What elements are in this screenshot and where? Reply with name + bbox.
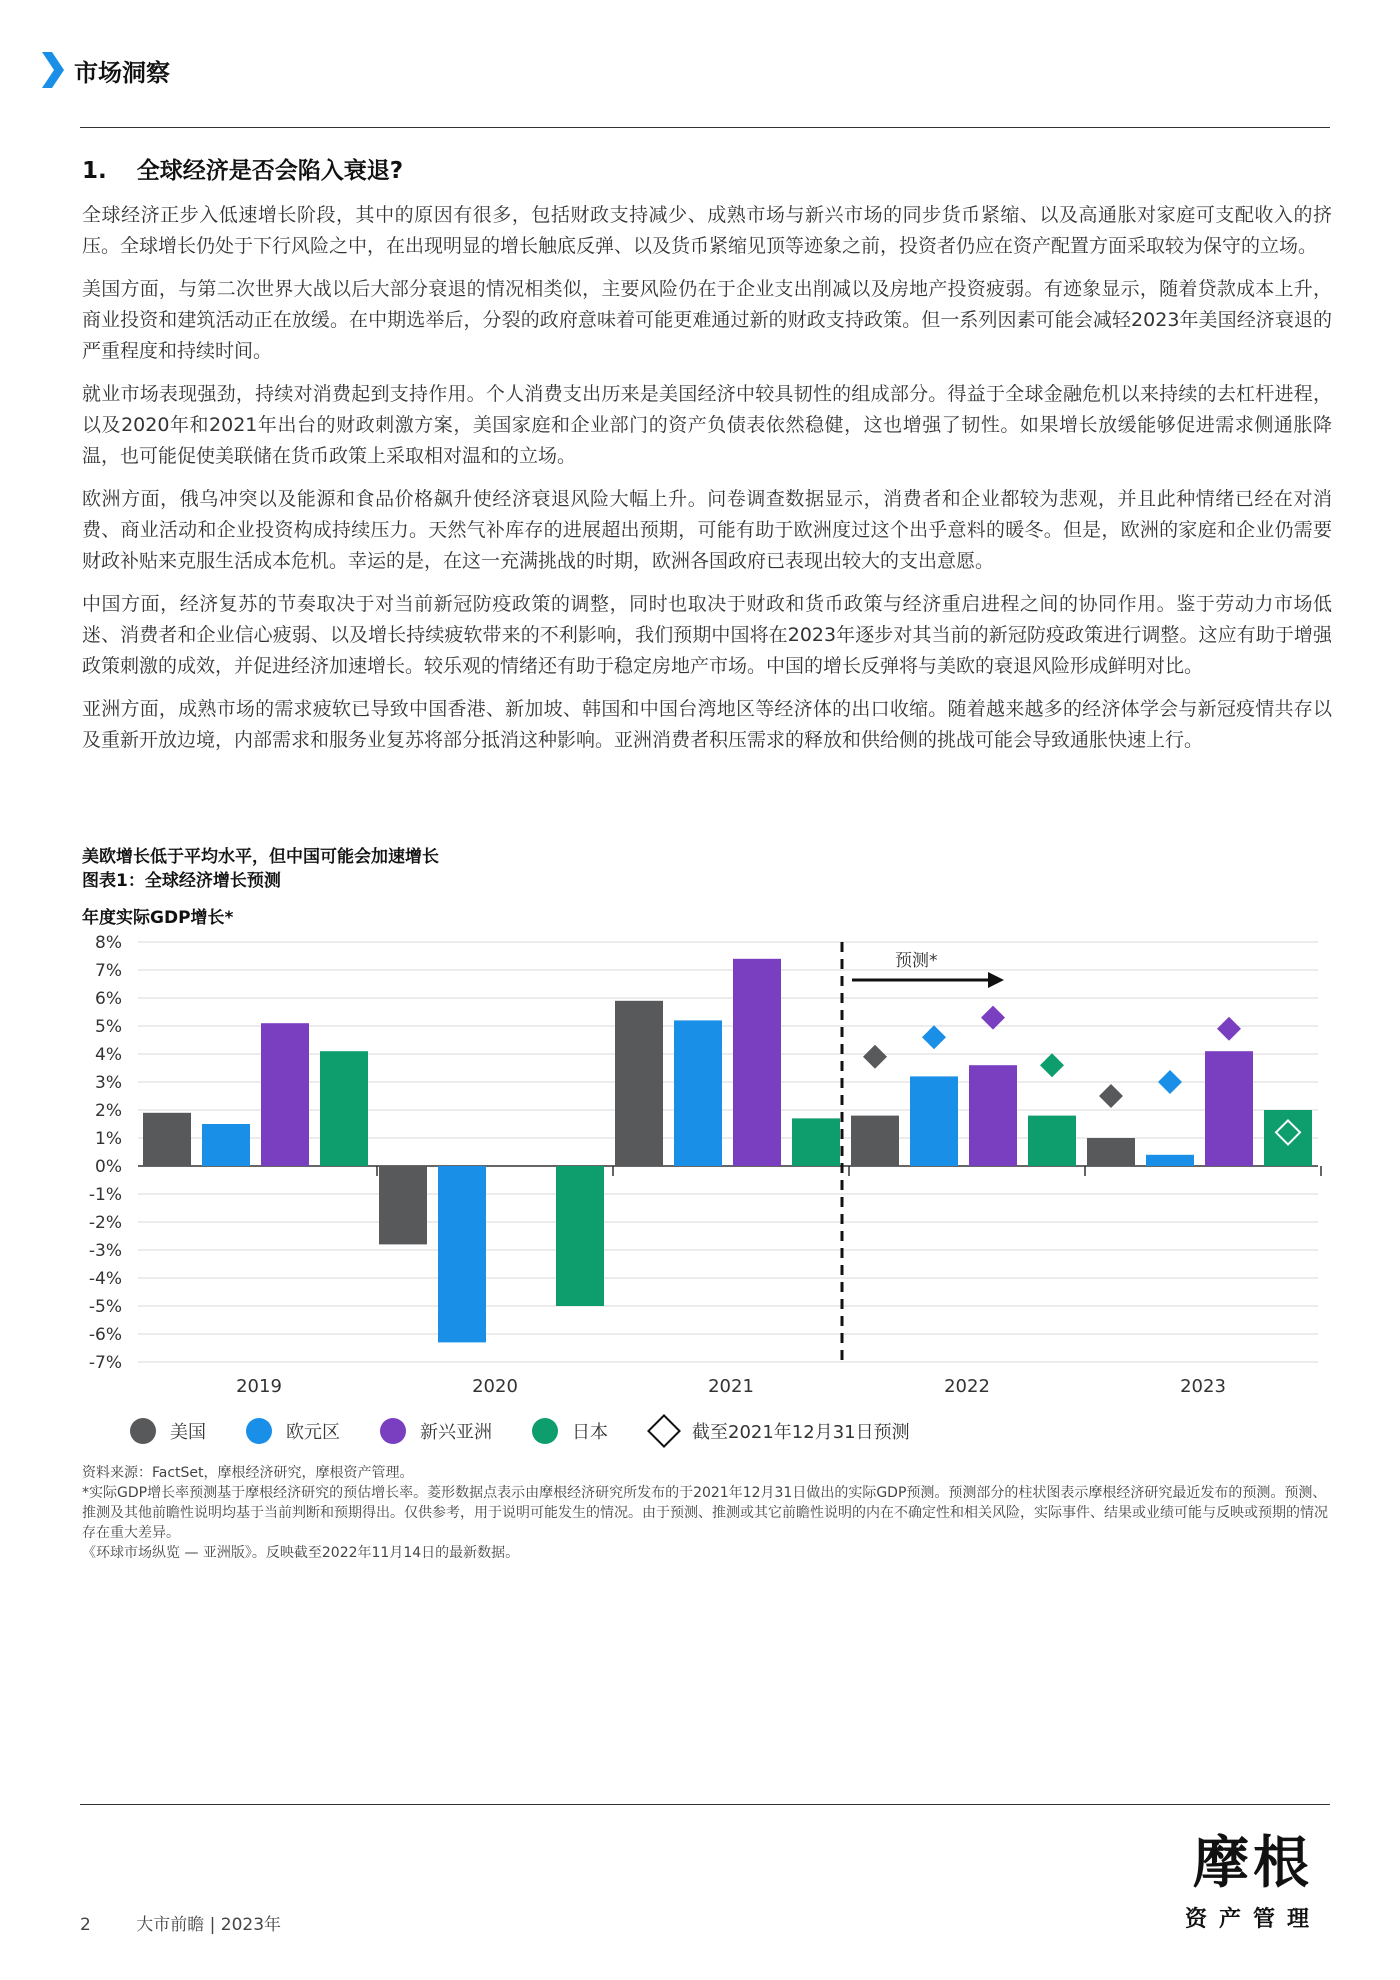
forecast-diamond-美国-2022 [863,1045,887,1069]
y-tick-label: -7% [88,1353,122,1373]
paragraph: 中国方面，经济复苏的节奏取决于对当前新冠防疫政策的调整，同时也取决于财政和货币政策与经济重启进程之间的协同作用。鉴于劳动力市场低迷、消费者和企业信心疲弱、以及增长持续疲软带来的不利影响，我们预期中国将在2023年逐步对其当前的新冠防疫政策进行调整。这应有助于增强政策刺激的成效，并促进经济加速增长。较乐观的情绪还有助于稳定房地产市场。中国的增长反弹将与美欧的衰退风险形成鲜明对比。 [82,593,1332,677]
forecast-diamond-美国-2023 [1099,1084,1123,1108]
y-tick-label: 4% [95,1045,122,1065]
forecast-diamond-新兴亚洲-2023 [1217,1017,1241,1041]
legend-item [246,1418,340,1444]
page-footer [80,1910,281,1935]
chevron-right-icon [42,52,64,88]
legend-label: 截至2021年12月31日预测 [692,1422,910,1443]
bar-欧元区-2023 [1146,1155,1194,1166]
bar-新兴亚洲-2022 [969,1065,1017,1166]
diamond-icon [647,1414,681,1448]
chart-legend [130,1418,950,1444]
chart-title: 美欧增长低于平均水平，但中国可能会加速增长 [82,847,439,867]
bar-美国-2022 [851,1116,899,1166]
legend-swatch [380,1418,406,1444]
y-tick-label: 3% [95,1073,122,1093]
bar-欧元区-2020 [438,1166,486,1342]
y-tick-label: -1% [88,1185,122,1205]
bar-美国-2019 [143,1113,191,1166]
chart-ylabel: 年度实际GDP增长* [82,908,234,928]
legend-label: 新兴亚洲 [420,1422,492,1443]
legend-label: 欧元区 [286,1422,340,1443]
bar-美国-2020 [379,1166,427,1244]
y-tick-label: -2% [88,1213,122,1233]
heading-number: 1. [82,158,107,184]
y-tick-label: 0% [95,1157,122,1177]
section-title: 市场洞察 [74,58,170,87]
paragraph: 欧洲方面，俄乌冲突以及能源和食品价格飙升使经济衰退风险大幅上升。问卷调查数据显示，消费者和企业都较为悲观，并且此种情绪已经在对消费、商业活动和企业投资构成持续压力。天然气补库存的进展超出预期，可能有助于欧洲度过这个出乎意料的暖冬。但是，欧洲的家庭和企业仍需要财政补贴来克服生活成本危机。幸运的是，在这一充满挑战的时期，欧洲各国政府已表现出较大的支出意愿。 [82,488,1332,572]
legend-swatch [532,1418,558,1444]
paragraph: 亚洲方面，成熟市场的需求疲软已导致中国香港、新加坡、韩国和中国台湾地区等经济体的出口收缩。随着越来越多的经济体学会与新冠疫情共存以及重新开放边境，内部需求和服务业复苏将部分抵消这种影响。亚洲消费者积压需求的释放和供给侧的挑战可能会导致通胀快速上行。 [82,698,1332,751]
bar-欧元区-2021 [674,1020,722,1166]
bar-欧元区-2022 [910,1076,958,1166]
legend-item [648,1418,910,1444]
y-tick-label: 2% [95,1101,122,1121]
y-tick-label: -3% [88,1241,122,1261]
bottom-divider [80,1804,1330,1805]
x-tick-label: 2022 [944,1376,990,1397]
y-tick-label: 8% [95,933,122,953]
article-body [82,200,1332,768]
legend-item [130,1418,206,1444]
publication-name: 大市前瞻 | 2023年 [136,1915,282,1935]
paragraph: 美国方面，与第二次世界大战以后大部分衰退的情况相类似，主要风险仍在于企业支出削减以及房地产投资疲弱。有迹象显示，随着贷款成本上升，商业投资和建筑活动正在放缓。在中期选举后，分裂的政府意味着可能更难通过新的财政支持政策。但一系列因素可能会减轻2023年美国经济衰退的严重程度和持续时间。 [82,278,1332,362]
chart-notes [82,1463,1332,1563]
bar-日本-2019 [320,1051,368,1166]
bar-美国-2021 [615,1001,663,1166]
forecast-diamond-日本-2022 [1040,1053,1064,1077]
logo-main-text: 摩根 [1193,1830,1313,1896]
y-tick-label: 6% [95,989,122,1009]
bar-欧元区-2019 [202,1124,250,1166]
y-tick-label: -5% [88,1297,122,1317]
page-header [42,50,170,90]
x-tick-label: 2021 [708,1376,754,1397]
legend-label: 日本 [572,1422,608,1443]
bar-新兴亚洲-2021 [733,959,781,1166]
bar-新兴亚洲-2023 [1205,1051,1253,1166]
gdp-growth-chart [0,930,1340,1400]
bar-日本-2023 [1264,1110,1312,1166]
x-tick-label: 2019 [236,1376,282,1397]
bar-日本-2021 [792,1118,840,1166]
page-number: 2 [80,1915,91,1935]
legend-swatch [130,1418,156,1444]
legend-label: 美国 [170,1422,206,1443]
y-tick-label: -6% [88,1325,122,1345]
heading-text: 全球经济是否会陷入衰退? [136,158,404,184]
chart-subtitle: 图表1：全球经济增长预测 [82,871,281,891]
note-disclaimer: *实际GDP增长率预测基于摩根经济研究的预估增长率。菱形数据点表示由摩根经济研究所发布的于2021年12月31日做出的实际GDP预测。预测部分的柱状图表示摩根经济研究最近发布的预测。预测、推测及其他前瞻性说明均基于当前判断和预期得出。仅供参考，用于说明可能发生的情况。由于预测、推测或其它前瞻性说明的内在不确定性和相关风险，实际事件、结果或业绩可能与反映或预期的情况存在重大差异。 [82,1485,1328,1541]
brand-logo [1178,1830,1328,1933]
forecast-arrowhead [988,972,1004,988]
note-source: 资料来源：FactSet，摩根经济研究，摩根资产管理。 [82,1465,414,1481]
forecast-diamond-欧元区-2022 [922,1025,946,1049]
legend-item [532,1418,608,1444]
forecast-label: 预测* [895,951,938,971]
bar-日本-2020 [556,1166,604,1306]
forecast-diamond-欧元区-2023 [1158,1070,1182,1094]
logo-sub-text: 资产管理 [1184,1907,1321,1932]
bar-日本-2022 [1028,1116,1076,1166]
paragraph: 就业市场表现强劲，持续对消费起到支持作用。个人消费支出历来是美国经济中较具韧性的组成部分。得益于全球金融危机以来持续的去杠杆进程，以及2020年和2021年出台的财政刺激方案，美国家庭和企业部门的资产负债表依然稳健，这也增强了韧性。如果增长放缓能够促进需求侧通胀降温，也可能促使美联储在货币政策上采取相对温和的立场。 [82,383,1332,467]
legend-item [380,1418,492,1444]
x-tick-label: 2023 [1180,1376,1226,1397]
top-divider [80,127,1330,128]
article-heading [82,152,403,185]
y-tick-label: 5% [95,1017,122,1037]
legend-swatch [246,1418,272,1444]
bar-美国-2023 [1087,1138,1135,1166]
chart-header [82,845,1332,928]
y-tick-label: -4% [88,1269,122,1289]
bar-新兴亚洲-2019 [261,1023,309,1166]
y-tick-label: 1% [95,1129,122,1149]
x-tick-label: 2020 [472,1376,518,1397]
note-reference: 《环球市场纵览 — 亚洲版》。反映截至2022年11月14日的最新数据。 [82,1545,520,1561]
paragraph: 全球经济正步入低速增长阶段，其中的原因有很多，包括财政支持减少、成熟市场与新兴市场的同步货币紧缩、以及高通胀对家庭可支配收入的挤压。全球增长仍处于下行风险之中，在出现明显的增长触底反弹、以及货币紧缩见顶等迹象之前，投资者仍应在资产配置方面采取较为保守的立场。 [82,204,1332,257]
y-tick-label: 7% [95,961,122,981]
